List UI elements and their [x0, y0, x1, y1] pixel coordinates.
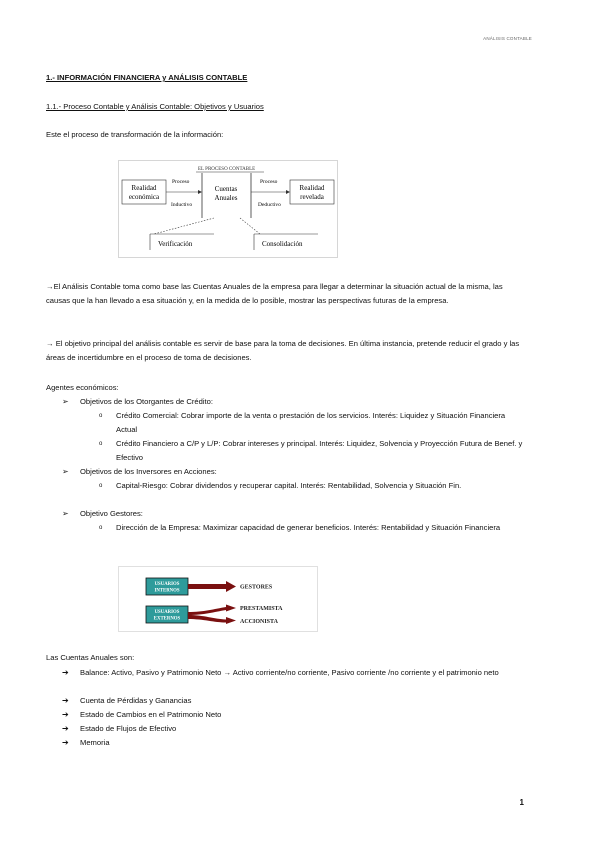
external-users-line1: USUARIOS	[154, 610, 180, 615]
bullet-circle-icon: o	[99, 483, 103, 489]
bullet-arrow-icon: ➢	[62, 397, 69, 406]
page-number: 1	[519, 798, 524, 807]
account-item: Estado de Cambios en el Patrimonio Neto	[80, 710, 222, 719]
account-item: Cuenta de Pérdidas y Ganancias	[80, 696, 192, 705]
account-item: Estado de Flujos de Efectivo	[80, 724, 177, 733]
paragraph-analysis: →El Análisis Contable toma como base las Cuentas Anuales de la empresa para llegar a determinar la situación actual de la misma, las causas que la han llevado a esa situación y, en la medida de lo posible, mostrar las perspectivas futuras de la empresa.	[46, 282, 503, 305]
left-box-line1: Realidad	[131, 184, 157, 192]
paragraph-objective: → El objetivo principal del análisis contable es servir de base para la toma de decisiones. En última instancia, pretende reducir el grado y las áreas de incertidumbre en el proceso de toma de decisiones.	[46, 339, 520, 362]
agent-item: Crédito Financiero a C/P y L/P: Cobrar intereses y principal. Interés: Liquidez, Solvencia y Proyección Futura de Benef. y Efectivo	[116, 439, 523, 462]
agents-heading: Agentes económicos:	[46, 383, 119, 392]
intro-text: Este el proceso de transformación de la información:	[46, 130, 224, 139]
diagram-header: EL PROCESO CONTABLE	[198, 167, 256, 172]
arrow-bullet-icon: ➔	[62, 696, 69, 705]
arrow-bullet-icon: ➔	[62, 668, 69, 677]
arrow-bullet-icon: ➔	[62, 710, 69, 719]
left-box-line2: económica	[128, 193, 160, 201]
agent-group-title: Objetivos de los Inversores en Acciones:	[80, 467, 217, 476]
bullet-arrow-icon: ➢	[62, 467, 69, 476]
agent-item: Dirección de la Empresa: Maximizar capacidad de generar beneficios. Interés: Rentabilidad y Situación Financiera	[116, 523, 501, 532]
internal-users-line2: INTERNOS	[154, 588, 180, 594]
bullet-circle-icon: o	[99, 441, 103, 447]
left-bottom-label: Inductivo	[171, 202, 193, 208]
shareholders-label: ACCIONISTA	[240, 619, 278, 625]
internal-users-line1: USUARIOS	[154, 582, 180, 587]
account-item: Balance: Activo, Pasivo y Patrimonio Neto → Activo corriente/no corriente, Pasivo corriente /no corriente y el patrimonio neto	[80, 668, 499, 677]
agent-group-title: Objetivos de los Otorgantes de Crédito:	[80, 397, 213, 406]
section-subtitle: 1.1.- Proceso Contable y Análisis Contable: Objetivos y Usuarios	[46, 102, 264, 111]
bullet-circle-icon: o	[99, 525, 103, 531]
accounting-process-diagram	[118, 160, 338, 258]
bullet-circle-icon: o	[99, 413, 103, 419]
verification-label: Verificación	[158, 240, 193, 248]
managers-label: GESTORES	[240, 584, 273, 591]
running-header: ANÁLISIS CONTABLE	[483, 36, 532, 41]
right-box-line2: revelada	[300, 193, 324, 201]
left-top-label: Proceso	[172, 179, 190, 185]
external-users-line2: EXTERNOS	[153, 616, 181, 622]
account-item: Memoria	[80, 738, 110, 747]
users-diagram	[118, 566, 318, 632]
section-title: 1.- INFORMACIÓN FINANCIERA y ANÁLISIS CONTABLE	[46, 73, 248, 82]
accounts-heading: Las Cuentas Anuales son:	[46, 653, 135, 662]
arrow-bullet-icon: ➔	[62, 724, 69, 733]
agent-group-title: Objetivo Gestores:	[80, 509, 143, 518]
lenders-label: PRESTAMISTA	[240, 606, 283, 612]
consolidation-label: Consolidación	[262, 240, 303, 248]
agent-item: Crédito Comercial: Cobrar importe de la venta o prestación de los servicios. Interés: Liquidez y Situación Financiera Actual	[116, 411, 506, 434]
center-box-line2: Anuales	[214, 194, 238, 202]
right-top-label: Proceso	[260, 179, 278, 185]
right-box-line1: Realidad	[299, 184, 325, 192]
agent-item: Capital-Riesgo: Cobrar dividendos y recuperar capital. Interés: Rentabilidad, Solvencia y Situación Fin.	[116, 481, 462, 490]
right-bottom-label: Deductivo	[258, 202, 281, 208]
arrow-bullet-icon: ➔	[62, 738, 69, 747]
center-box-line1: Cuentas	[214, 185, 238, 193]
bullet-arrow-icon: ➢	[62, 509, 69, 518]
